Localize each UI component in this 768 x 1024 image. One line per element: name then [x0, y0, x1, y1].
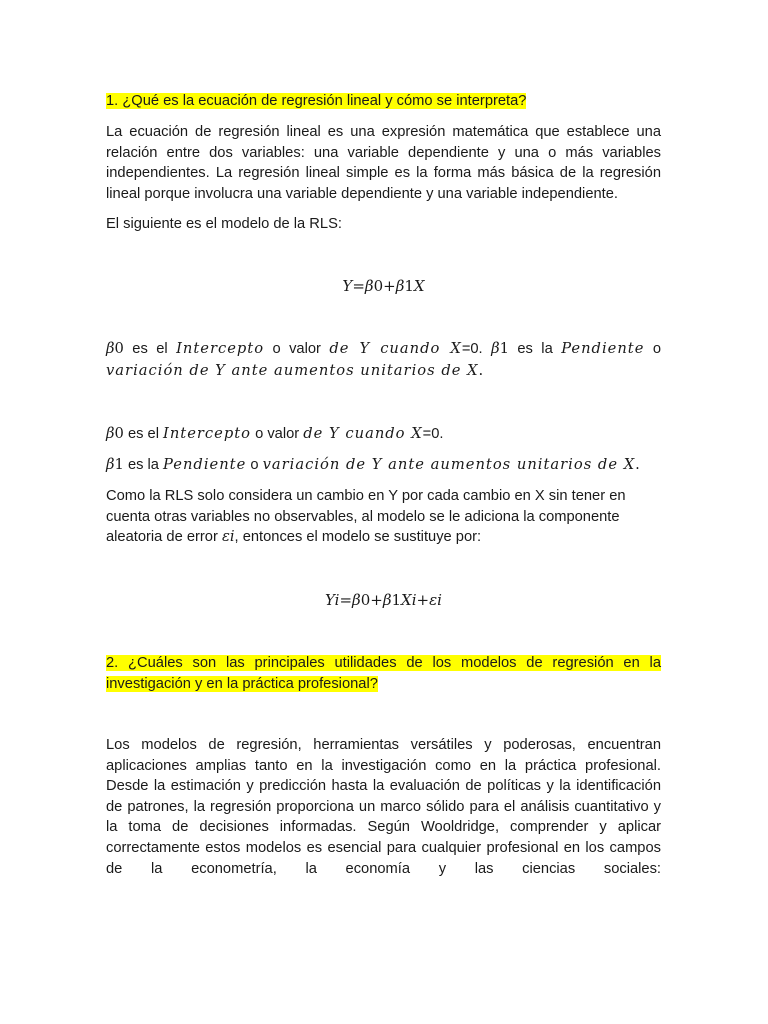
interp_b1-segment: 0 — [114, 425, 124, 442]
interp_b2-segment: Pendiente — [163, 456, 247, 473]
question-1-highlight: 1. ¿Qué es la ecuación de regresión lineal y cómo se interpreta? — [106, 93, 527, 109]
interp_a-segment: es la — [508, 341, 562, 357]
eq2-segment: β — [352, 591, 361, 609]
rls-equation-with-error — [106, 590, 661, 612]
interp_a-segment: 1 — [499, 340, 509, 357]
eq1-segment: = — [352, 277, 365, 295]
model-intro-text: El siguiente es el modelo de la RLS: — [106, 216, 342, 232]
interp_a-segment: Pendiente — [561, 340, 645, 357]
interp_b1-segment: Intercepto — [163, 425, 251, 442]
p3-segment: εi — [221, 528, 235, 546]
interp_a-segment: β — [106, 340, 115, 357]
eq2-segment: = — [339, 591, 353, 609]
eq1-segment: 0+ — [373, 277, 396, 295]
coefficient-interpretation-paragraph — [106, 338, 661, 382]
interp_a-segment: β — [491, 340, 500, 357]
eq2-segment: εi — [429, 591, 442, 609]
regression-uses-paragraph: Los modelos de regresión, herramientas versátiles y poderosas, encuentran aplicaciones amplias tanto en la investigación como en la práctica profesional. Desde la estimación y predicción hasta la evaluación de políticas y la identificación de patrones, la regresión proporciona un marco sólido para el análisis cuantitativo y la toma de decisiones informadas. Según Wooldridge, comprender y aplicar correctamente estos modelos es esencial para cualquier profesional en los campos de la econometría, la economía y las ciencias sociales: — [106, 737, 661, 877]
interp_b2-segment: o — [246, 457, 263, 473]
interp_a-segment: variación de Y ante aumentos unitarios de X — [106, 362, 479, 379]
intercept-interpretation-line — [106, 423, 661, 445]
p3-segment: , entonces el modelo se sustituye por: — [234, 529, 482, 546]
interp_a-segment: es el — [123, 341, 177, 357]
interp_b1-segment: es el — [123, 426, 164, 442]
interp_a-segment: o — [644, 341, 662, 357]
interp_a-segment: 0 — [114, 340, 124, 357]
eq1-segment: Y — [342, 277, 353, 295]
p3-segment: Como la RLS solo considera un cambio en Y por cada cambio en X sin tener en cuenta otras variables no observables, al modelo se le adiciona la componente aleatoria de error — [106, 488, 626, 546]
eq1-segment: X — [413, 277, 425, 295]
eq2-segment: 0+ — [360, 591, 383, 609]
interp_b1-segment: de Y cuando X — [303, 425, 423, 442]
question-1-heading — [106, 91, 661, 112]
interp_b2-segment: . — [635, 456, 640, 473]
error-term-paragraph — [106, 486, 661, 548]
interp_a-segment: Intercepto — [176, 340, 265, 357]
eq2-segment: β — [382, 591, 392, 609]
interp_b1-segment: o valor — [251, 426, 304, 442]
interp_a-segment: o valor — [264, 341, 330, 357]
question-2-highlight: 2. ¿Cuáles son las principales utilidades de los modelos de regresión en la investigación y en la práctica profesional? — [106, 655, 661, 692]
interp_a-segment: . — [478, 362, 484, 379]
eq2-segment: + — [416, 591, 430, 609]
slope-interpretation-line — [106, 454, 661, 476]
definition-paragraph: La ecuación de regresión lineal es una expresión matemática que establece una relación entre dos variables: una variable dependiente y una o más variables independientes. La regresión lineal simple es la forma más básica de la regresión lineal porque involucra una variable dependiente y una variable independiente. — [106, 124, 661, 202]
eq2-segment: Xi — [401, 591, 417, 609]
interp_b2-segment: variación de Y ante aumentos unitarios de X — [262, 456, 636, 473]
eq2-segment: Yi — [325, 591, 340, 609]
eq1-segment: 1 — [404, 277, 414, 295]
interp_b2-segment: β — [106, 456, 115, 473]
interp_b2-segment: es la — [123, 457, 164, 473]
rls-equation — [106, 276, 661, 298]
interp_b2-segment: 1 — [114, 456, 124, 473]
question-2-heading — [106, 653, 661, 694]
interp_b1-segment: =0. — [422, 426, 444, 442]
eq2-segment: 1 — [391, 591, 402, 609]
interp_b1-segment: β — [106, 425, 115, 442]
interp_a-segment: =0. — [461, 341, 492, 357]
interp_a-segment: de Y cuando X — [329, 340, 462, 357]
eq1-segment: β — [395, 277, 405, 295]
eq1-segment: β — [364, 277, 374, 295]
